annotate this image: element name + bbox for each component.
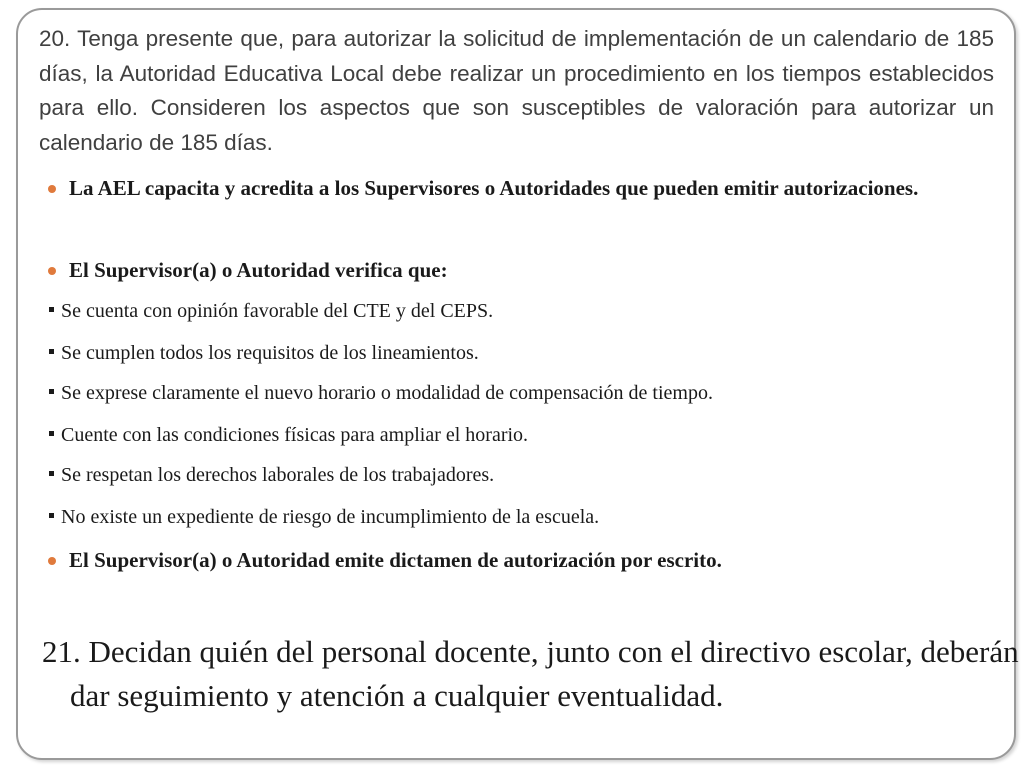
sub-item-text: Se cuenta con opinión favorable del CTE y del CEPS. — [61, 300, 494, 322]
sub-item — [49, 422, 994, 448]
sub-item-text: Cuente con las condiciones físicas para ampliar el horario. — [61, 424, 529, 446]
sub-item — [49, 340, 994, 366]
bullet-icon — [48, 185, 56, 193]
bullet-icon — [48, 267, 56, 275]
sub-item — [49, 380, 994, 406]
main-item-supervisor-verifies: El Supervisor(a) o Autoridad verifica que: — [69, 258, 448, 282]
sub-item — [49, 462, 994, 488]
square-bullet-icon — [49, 513, 54, 518]
square-bullet-icon — [49, 389, 54, 394]
final-paragraph: 21. Decidan quién del personal docente, junto con el directivo escolar, deberán dar seguimiento y atención a cualquier eventualidad. — [42, 634, 1019, 713]
main-item-ael-accredits: La AEL capacita y acredita a los Supervisores o Autoridades que pueden emitir autorizaciones. — [69, 176, 919, 200]
square-bullet-icon — [49, 431, 54, 436]
square-bullet-icon — [49, 349, 54, 354]
sub-item-text: Se cumplen todos los requisitos de los lineamientos. — [61, 342, 479, 364]
bullet-icon — [48, 557, 56, 565]
main-item-supervisor-issues-ruling: El Supervisor(a) o Autoridad emite dictamen de autorización por escrito. — [69, 548, 722, 572]
sub-item — [49, 298, 994, 324]
square-bullet-icon — [49, 307, 54, 312]
sub-item-text: Se respetan los derechos laborales de los trabajadores. — [61, 464, 495, 486]
square-bullet-icon — [49, 471, 54, 476]
sub-item — [49, 504, 994, 530]
sub-item-text: Se exprese claramente el nuevo horario o modalidad de compensación de tiempo. — [61, 382, 713, 404]
intro-paragraph: 20. Tenga presente que, para autorizar la solicitud de implementación de un calendario de 185 días, la Autoridad Educativa Local debe realizar un procedimiento en los tiempos establecidos para ello. Consideren los aspectos que son susceptibles de valoración para autorizar un calendario de 185 días. — [39, 26, 994, 155]
sub-item-text: No existe un expediente de riesgo de incumplimiento de la escuela. — [61, 506, 600, 528]
